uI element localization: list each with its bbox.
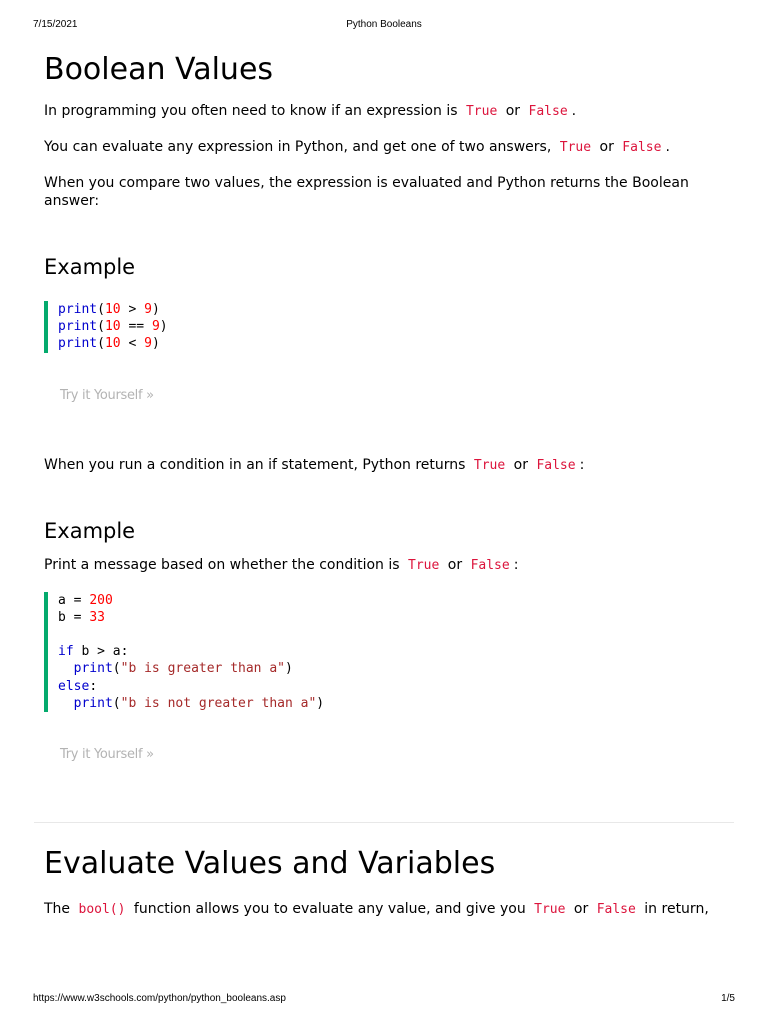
page-title: Boolean Values [44,52,274,87]
punctuation: : [513,556,519,573]
inline-code-false: False [470,557,510,573]
print-title: Python Booleans [346,19,422,30]
main-content [44,48,734,763]
paragraph-text: Print a message based on whether the condition is [44,556,400,573]
punctuation: : [579,456,585,473]
code-line: else: [58,678,98,694]
punctuation: . [571,103,577,119]
code-line: print("b is greater than a") [73,661,293,677]
inline-code-true: True [534,902,566,917]
connector-or: or [447,556,463,573]
code-example-1 [44,301,734,353]
inline-code-bool: bool() [78,902,126,917]
bool-paragraph [44,900,734,919]
inline-code-true: True [559,140,592,155]
paragraph-text: The [44,901,71,917]
print-footer [33,993,735,1005]
connector-or: or [599,139,614,155]
section-title: Evaluate Values and Variables [44,846,496,881]
code-line: a = 200 [58,592,113,608]
intro-paragraph-2 [44,138,734,157]
try-it-yourself-button[interactable]: Try it Yourself » [60,746,154,762]
example-heading-1: Example [44,255,136,279]
page-number: 1/5 [721,993,735,1004]
section-2 [44,842,734,919]
example-heading-2: Example [44,518,136,543]
inline-code-false: False [596,902,636,917]
print-url: https://www.w3schools.com/python/python_booleans.asp [33,993,286,1004]
try-it-yourself-button[interactable]: Try it Yourself » [60,387,154,403]
intro-paragraph-3: When you compare two values, the expression is evaluated and Python returns the Boolean answer: [44,175,689,209]
code-line: print(10 < 9) [58,336,160,352]
code-line: b = 33 [58,609,105,625]
connector-or: or [573,901,589,917]
code-line: print(10 == 9) [58,319,168,335]
code-line: print(10 > 9) [58,302,160,317]
inline-code-true: True [408,557,440,573]
inline-code-false: False [528,104,568,119]
code-example-2 [44,592,734,712]
print-date: 7/15/2021 [33,19,78,30]
section-divider [34,822,734,823]
paragraph-text: When you run a condition in an if statement, Python returns [44,456,466,473]
paragraph-text: In programming you often need to know if an expression is [44,103,458,119]
connector-or: or [513,456,528,473]
inline-code-true: True [465,104,498,119]
paragraph-text: function allows you to evaluate any value, and give you [133,901,526,917]
intro-paragraph-1 [44,102,734,121]
paragraph-text: in return, [644,901,709,917]
example-intro [44,556,734,575]
code-line: if b > a: [58,644,129,660]
inline-code-false: False [536,457,576,473]
connector-or: or [505,103,521,119]
condition-paragraph [44,456,734,475]
punctuation: . [665,139,670,155]
code-line: print("b is not greater than a") [73,695,325,711]
print-header [33,19,735,31]
inline-code-false: False [622,140,662,155]
code-line-blank [58,626,734,643]
inline-code-true: True [473,457,506,473]
paragraph-text: You can evaluate any expression in Python, and get one of two answers, [44,139,552,155]
